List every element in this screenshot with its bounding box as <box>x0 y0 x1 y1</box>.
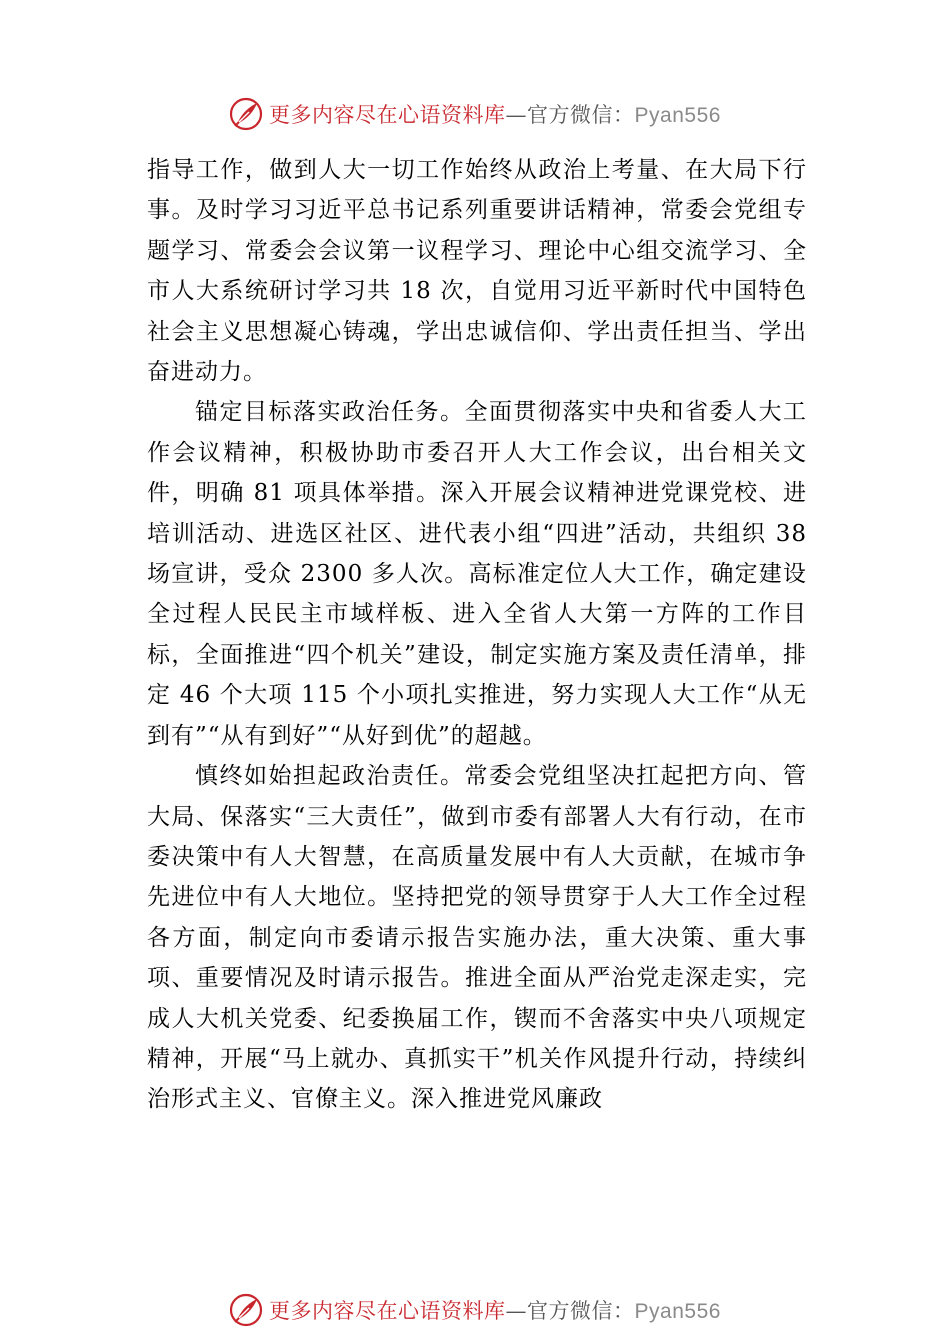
header-contact-id: Pyan556 <box>634 104 721 127</box>
footer-brand-text: 更多内容尽在心语资料库 <box>269 1299 506 1323</box>
footer-separator: — <box>505 1299 528 1323</box>
document-body <box>147 150 807 1120</box>
footer-banner-inner <box>229 1293 721 1327</box>
header-brand-text: 更多内容尽在心语资料库 <box>269 103 506 127</box>
body-paragraph-2: 锚定目标落实政治任务。全面贯彻落实中央和省委人大工作会议精神，积极协助市委召开人大工作会议，出台相关文件，明确 81 项具体举措。深入开展会议精神进党课党校、进培训活动、进选区社区、进代表小组“四进”活动，共组织 38 场宣讲，受众 2300 多人次。高标准定位人大工作，确定建设全过程人民民主市域样板、进入全省人大第一方阵的工作目标，全面推进“四个机关”建设，制定实施方案及责任清单，排定 46 个大项 115 个小项扎实推进，努力实现人大工作“从无到有”“从有到好”“从好到优”的超越。 <box>147 399 807 749</box>
header-separator: — <box>505 103 528 127</box>
feather-pen-logo-icon <box>229 97 263 131</box>
header-banner-text <box>269 99 721 129</box>
header-contact-label: 官方微信： <box>527 103 635 127</box>
footer-banner-text <box>269 1295 721 1325</box>
body-paragraph-3: 慎终如始担起政治责任。常委会党组坚决扛起把方向、管大局、保落实“三大责任”，做到市委有部署人大有行动，在市委决策中有人大智慧，在高质量发展中有人大贡献，在城市争先进位中有人大地位。坚持把党的领导贯穿于人大工作全过程各方面，制定向市委请示报告实施办法，重大决策、重大事项、重要情况及时请示报告。推进全面从严治党走深走实，完成人大机关党委、纪委换届工作，锲而不舍落实中央八项规定精神，开展“马上就办、真抓实干”机关作风提升行动，持续纠治形式主义、官僚主义。深入推进党风廉政 <box>147 763 807 1113</box>
footer-contact-id: Pyan556 <box>634 1300 721 1323</box>
header-banner <box>0 94 950 134</box>
feather-pen-logo-icon <box>229 1293 263 1327</box>
footer-banner <box>0 1290 950 1330</box>
body-paragraph-1: 指导工作，做到人大一切工作始终从政治上考量、在大局下行事。及时学习习近平总书记系列重要讲话精神，常委会党组专题学习、常委会会议第一议程学习、理论中心组交流学习、全市人大系统研讨学习共 18 次，自觉用习近平新时代中国特色社会主义思想凝心铸魂，学出忠诚信仰、学出责任担当、学出奋进动力。 <box>147 157 807 386</box>
header-banner-inner <box>229 97 721 131</box>
footer-contact-label: 官方微信： <box>527 1299 635 1323</box>
